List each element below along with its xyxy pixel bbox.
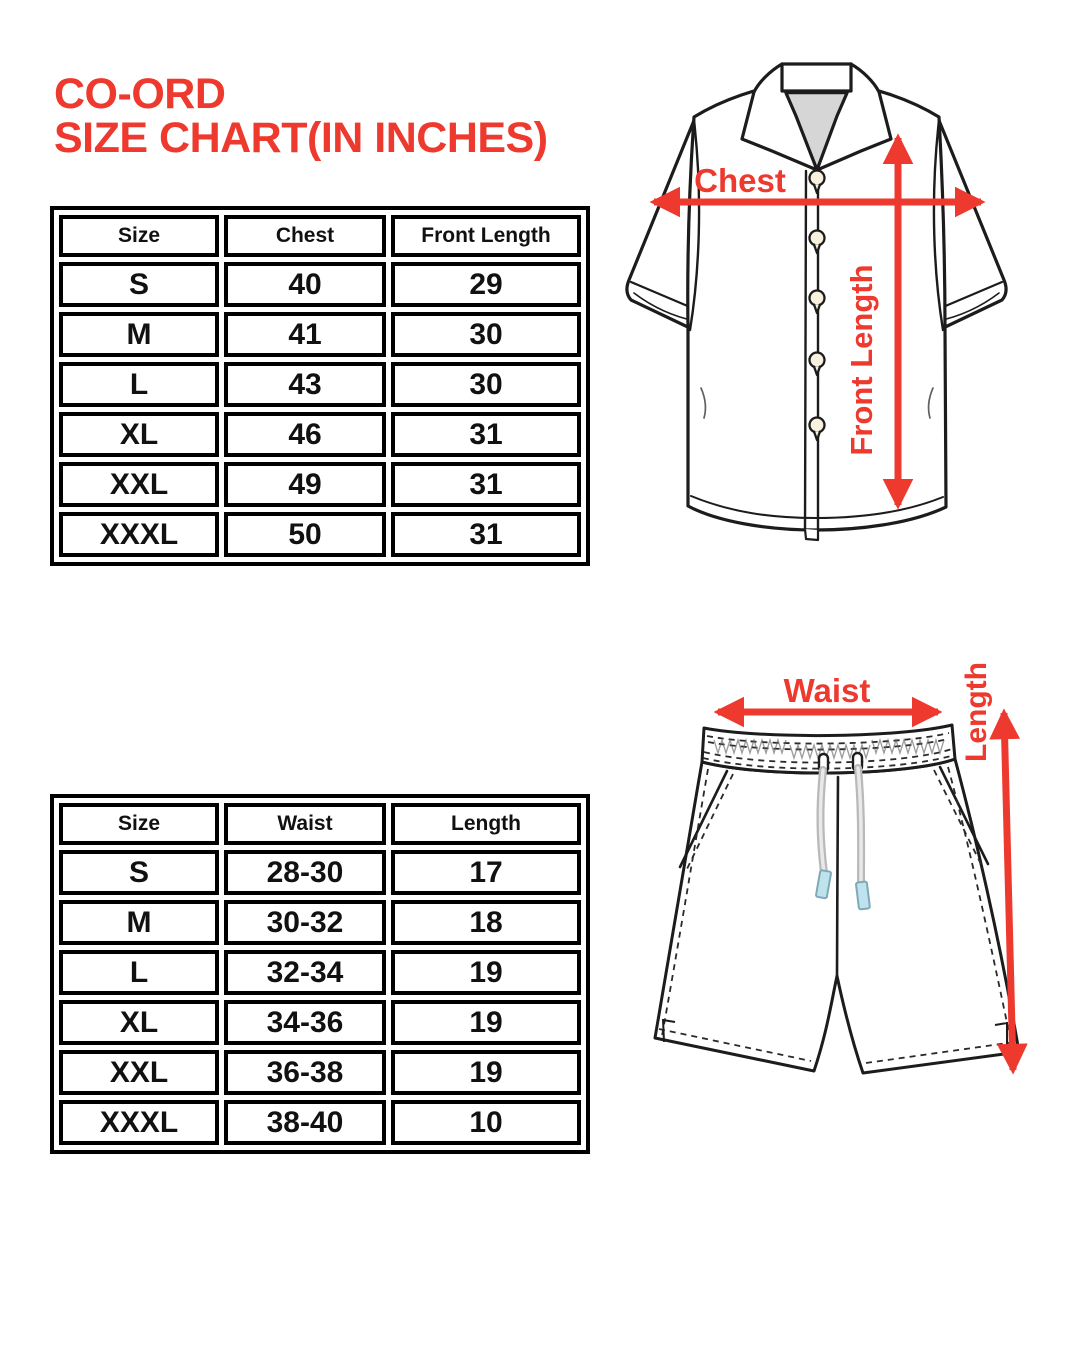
table-row: [59, 462, 581, 507]
shirt-diagram: [600, 30, 1080, 590]
table-cell: 29: [391, 262, 581, 307]
table-cell: S: [59, 850, 219, 895]
button-icon: [810, 171, 825, 186]
table-cell: 17: [391, 850, 581, 895]
table-cell: L: [59, 362, 219, 407]
table-cell: M: [59, 900, 219, 945]
length-label: Length: [960, 662, 993, 762]
right-aglet: [856, 881, 870, 909]
collar-neck-band: [782, 64, 851, 91]
table-row: [59, 512, 581, 557]
shorts-size-table: [50, 794, 590, 1154]
placket-left-line: [805, 171, 806, 529]
table-cell: 30: [391, 362, 581, 407]
table-cell: 41: [224, 312, 386, 357]
table-cell: XXXL: [59, 1100, 219, 1145]
button-icon: [810, 291, 825, 306]
front-length-label: Front Length: [844, 264, 879, 456]
table-row: [59, 412, 581, 457]
table-cell: 31: [391, 462, 581, 507]
table-cell: XXL: [59, 462, 219, 507]
page-title: [54, 72, 548, 160]
table-cell: 19: [391, 950, 581, 995]
table-row: [59, 312, 581, 357]
table-row: [59, 1050, 581, 1095]
table-cell: 30: [391, 312, 581, 357]
column-header: Length: [391, 803, 581, 845]
table-cell: 18: [391, 900, 581, 945]
button-icon: [810, 353, 825, 368]
table-cell: 49: [224, 462, 386, 507]
table-cell: 43: [224, 362, 386, 407]
column-header: Front Length: [391, 215, 581, 257]
table-cell: 38-40: [224, 1100, 386, 1145]
table-row: [59, 1000, 581, 1045]
column-header: Size: [59, 803, 219, 845]
shorts-line-art: [655, 725, 1019, 1073]
table-cell: XXXL: [59, 512, 219, 557]
table-cell: 19: [391, 1050, 581, 1095]
page-title-line2: SIZE CHART(IN INCHES): [54, 114, 548, 162]
table-row: [59, 850, 581, 895]
table-row: [59, 362, 581, 407]
center-front-seam: [837, 777, 838, 976]
waist-label: Waist: [783, 672, 871, 709]
table-cell: 46: [224, 412, 386, 457]
button-icon: [810, 231, 825, 246]
table-cell: XXL: [59, 1050, 219, 1095]
placket-bottom-tab: [805, 529, 818, 540]
table-cell: 19: [391, 1000, 581, 1045]
table-cell: S: [59, 262, 219, 307]
shirt-line-art: [627, 64, 1006, 540]
table-cell: 31: [391, 412, 581, 457]
shorts-diagram: [630, 640, 1080, 1100]
page-title-line1: CO-ORD: [54, 70, 226, 118]
button-icon: [810, 418, 825, 433]
column-header: Size: [59, 215, 219, 257]
table-row: [59, 1100, 581, 1145]
table-cell: M: [59, 312, 219, 357]
table-row: [59, 900, 581, 945]
table-cell: 40: [224, 262, 386, 307]
table-row: [59, 950, 581, 995]
table-cell: 28-30: [224, 850, 386, 895]
table-cell: 32-34: [224, 950, 386, 995]
header-row: [59, 215, 581, 257]
table-cell: 30-32: [224, 900, 386, 945]
table-cell: 10: [391, 1100, 581, 1145]
column-header: Waist: [224, 803, 386, 845]
shirt-size-table: [50, 206, 590, 566]
chest-label: Chest: [694, 162, 786, 199]
table-cell: L: [59, 950, 219, 995]
table-cell: 50: [224, 512, 386, 557]
table-cell: 34-36: [224, 1000, 386, 1045]
table-cell: 36-38: [224, 1050, 386, 1095]
table-cell: 31: [391, 512, 581, 557]
header-row: [59, 803, 581, 845]
table-cell: XL: [59, 412, 219, 457]
table-cell: XL: [59, 1000, 219, 1045]
table-row: [59, 262, 581, 307]
column-header: Chest: [224, 215, 386, 257]
